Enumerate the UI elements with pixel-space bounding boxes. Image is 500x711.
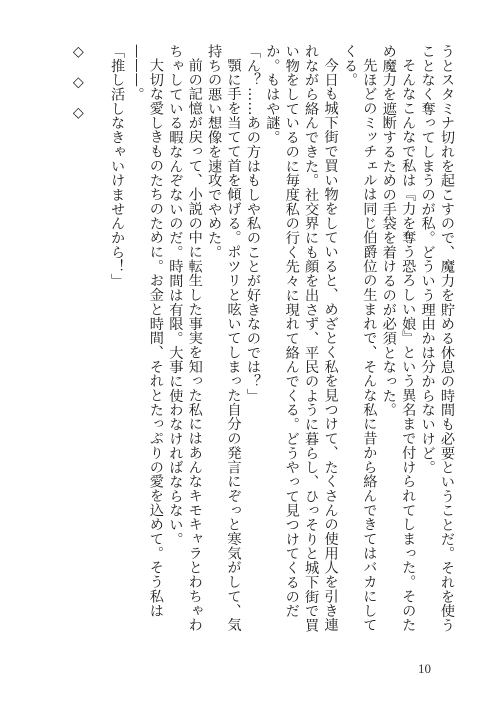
paragraph: うとスタミナ切れを起こすので、魔力を貯める休息の時間も必要ということだ。それを使うことなく奪ってしまうのが私。どういう理由かは分からないけど。 [419,44,455,633]
dialogue-line: 「推し活しなきゃいけませんから！」 [109,44,126,288]
vertical-text-body [70,44,456,644]
blank-line [87,44,106,644]
page-number: 10 [418,661,431,676]
paragraph: 前の記憶が戻って、小説の中に転生した事実を知った私にはあんなキモキャラとわちゃわちゃしている暇なんぞないのだ。時間は有限。大事に使わなければならない。 [167,44,203,633]
paragraph: 先ほどのミッチェルは同じ伯爵位の生まれで、そんな私に昔から絡んできてはバカにしてくる。 [341,44,378,633]
paragraph: 大切な愛しきものたちのために。お金と時間、それとたっぷりの愛を込めて。そう私は———。 [128,44,164,618]
paragraph: 顎に手を当てて首を傾げる。ポツリと呟いてしまった自分の発言にぞっと寒気がして、気持ちの悪い想像を速攻でやめた。 [206,44,242,633]
paragraph: そんなこんなで私は『力を奪う恐ろしい娘』という異名まで付けられてしまった。そのため魔力を遮断するための手袋を着けるのが必須となった。 [380,44,417,633]
paragraph: 今日も城下街で買い物をしていると、めざとく私を見つけて、たくさんの使用人を引き連れながら絡んできた。社交界にも顔を出さず、平民のように暮らし、ひっそりと城下街で買い物をしているのに毎度私の行く先々に現れて絡んでくる。どうやって見つけてくるのだか。もはや謎。 [264,44,339,633]
dialogue-line: 「ん？……あの方はもしや私のことが好きなのでは？」 [244,44,261,403]
section-break-marks: ◇ ◇ ◇ [70,44,87,122]
